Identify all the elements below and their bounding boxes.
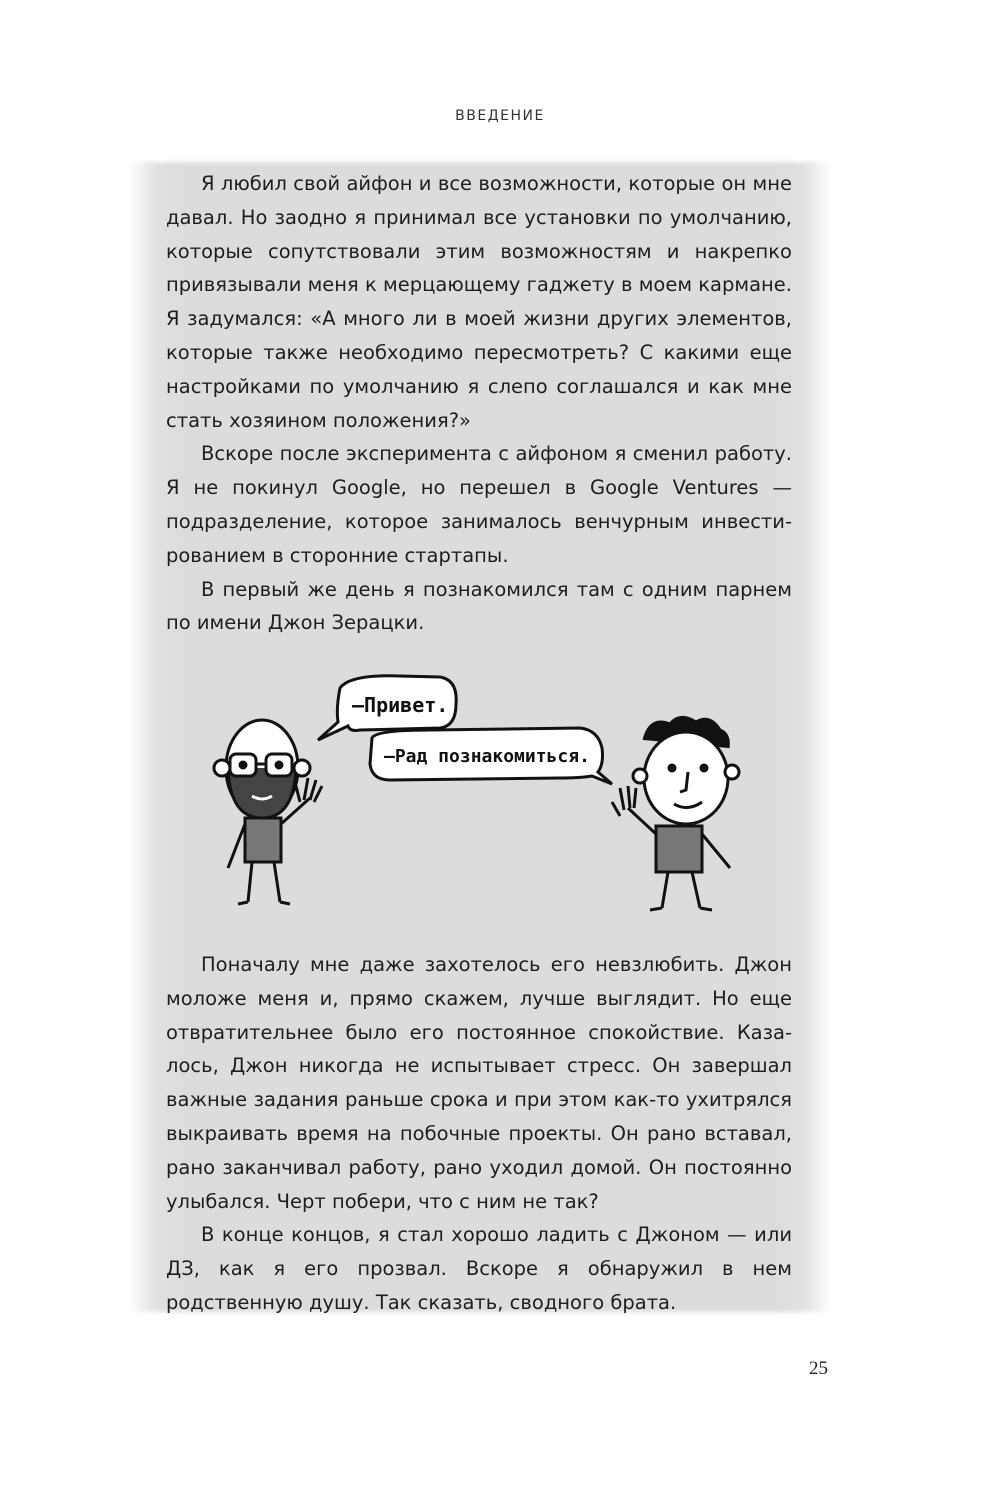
text-block-top	[166, 167, 792, 640]
speech-bubble-right	[370, 728, 612, 784]
right-man-figure	[612, 717, 739, 910]
page-number: 25	[809, 1358, 828, 1379]
paragraph: Вскоре после эксперимента с айфоном я сменил работу. Я не покинул Google, но перешел в Google Ventures — подразделение, которое занималось венчурным инвести-рованием в сторонние стартапы.	[166, 442, 792, 567]
text-block-bottom	[166, 948, 792, 1320]
speech-right-text: –Рад познакомиться.	[384, 746, 590, 767]
speech-left-text: –Привет.	[352, 693, 449, 717]
paragraph: В конце концов, я стал хорошо ладить с Джоном — или ДЗ, как я его прозвал. Вскоре я обнаружил в нем родственную душу. Так сказать, сводного брата.	[166, 1223, 792, 1314]
running-head: ВВЕДЕНИЕ	[455, 108, 545, 124]
illustration-two-men-greeting	[200, 668, 800, 918]
paragraph: Я любил свой айфон и все возможности, которые он мне давал. Но заодно я принимал все установки по умолчанию, которые сопутствовали этим возможностям и накрепко привязывали меня к мерцающему гаджету в моем кармане. Я задумался: «А много ли в моей жизни других элементов, которые также необходимо пересмотреть? С какими еще настройками по умолчанию я слепо соглашался и как мне стать хозяином положения?»	[166, 172, 792, 432]
paragraph: В первый же день я познакомился там с одним парнем по имени Джон Зерацки.	[166, 577, 792, 635]
left-man-figure	[214, 720, 322, 904]
paragraph: Поначалу мне даже захотелось его невзлюбить. Джон моложе меня и, прямо скажем, лучше выглядит. Но еще отвратительнее было его постоянное спокойствие. Каза-лось, Джон никогда не испытывает стресс. Он завершал важные задания раньше срока и при этом как-то ухитрялся выкраивать время на побочные проекты. Он рано вставал, рано заканчивал работу, рано уходил домой. Он постоянно улыбался. Черт побери, что с ним не так?	[166, 953, 792, 1213]
